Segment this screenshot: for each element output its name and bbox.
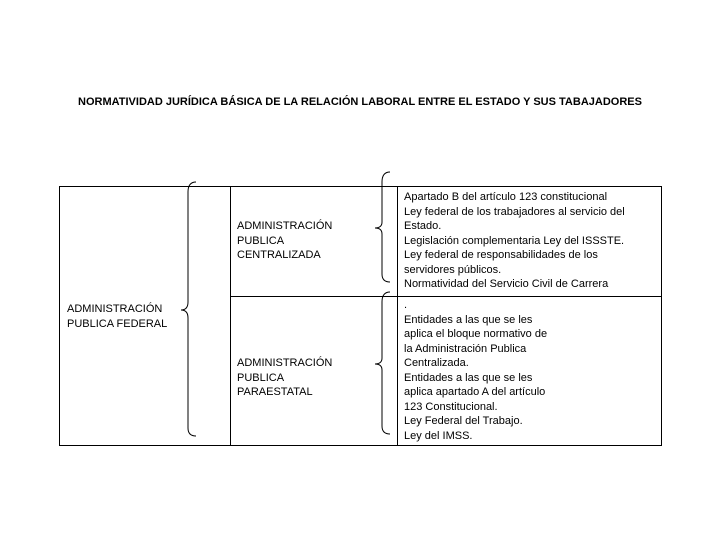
- centralizada-label: ADMINISTRACIÓN PUBLICA CENTRALIZADA: [237, 220, 333, 261]
- paraestatal-items: . Entidades a las que se les aplica el bloque normativo de la Administración Publica Centralizada. Entidades a las que se les aplica apartado A del artículo 123 Constitucional. Ley Federal del Trabajo. Ley del IMSS.: [404, 299, 548, 442]
- paraestatal-label: ADMINISTRACIÓN PUBLICA PARAESTATAL: [237, 357, 333, 398]
- brace-left: [181, 182, 196, 436]
- brace-bottom: [375, 292, 390, 434]
- brace-top: [375, 172, 390, 282]
- diagram-title: NORMATIVIDAD JURÍDICA BÁSICA DE LA RELACIÓN LABORAL ENTRE EL ESTADO Y SUS TABAJADORES: [78, 96, 642, 108]
- centralizada-items: Apartado B del artículo 123 constitucional Ley federal de los trabajadores al servicio del Estado. Legislación complementaria Ley del ISSSTE. Ley federal de responsabilidades de los servidores públicos. Normatividad del Servicio Civil de Carrera: [404, 191, 625, 290]
- root-label: ADMINISTRACIÓN PUBLICA FEDERAL: [67, 303, 168, 330]
